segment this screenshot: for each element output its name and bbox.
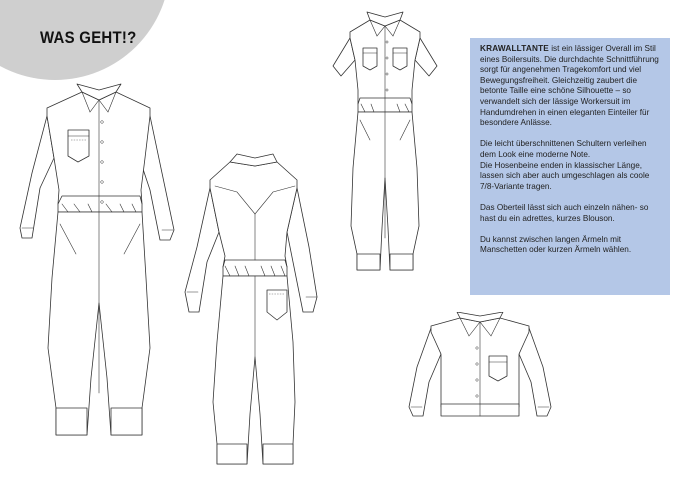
- legs-text: Die Hosenbeine enden in klassischer Länge, lassen sich aber auch umgeschlagen als coole 7/8-Variante tragen.: [480, 160, 650, 191]
- sleeves-paragraph: Du kannst zwischen langen Ärmeln mit Manschetten oder kurzen Ärmeln wählen.: [480, 234, 632, 255]
- page-title: WAS GEHT!?: [40, 28, 137, 47]
- brand-name: KRAWALLTANTE: [480, 44, 549, 53]
- intro-text: ist ein lässiger Overall im Stil eines Boilersuits. Die durchdachte Schnittführung sorgt für angenehmen Tragekomfort und viel Bewegungsfreiheit. Gleichzeitig zaubert die betonte Taille eine schöne Silhouette – so verwandelt sich der lässige Workersuit im Handumdrehen in einen eleganten Einteiler für besondere Anlässe.: [480, 44, 659, 128]
- intro-paragraph: [480, 44, 664, 129]
- shoulders-text: Die leicht überschnittenen Schultern verleihen dem Look eine moderne Note.: [480, 139, 647, 159]
- shoulders-paragraph: [480, 139, 664, 192]
- description-box: [470, 38, 670, 295]
- overall-back-sketch: [175, 152, 320, 472]
- blouson-front-sketch: [405, 312, 555, 422]
- overall-short-sleeve-front-sketch: [325, 8, 445, 283]
- overall-long-sleeve-front-sketch: [12, 78, 187, 455]
- top-paragraph: Das Oberteil lässt sich auch einzeln nähen- so hast du ein adrettes, kurzes Blouson.: [480, 202, 649, 223]
